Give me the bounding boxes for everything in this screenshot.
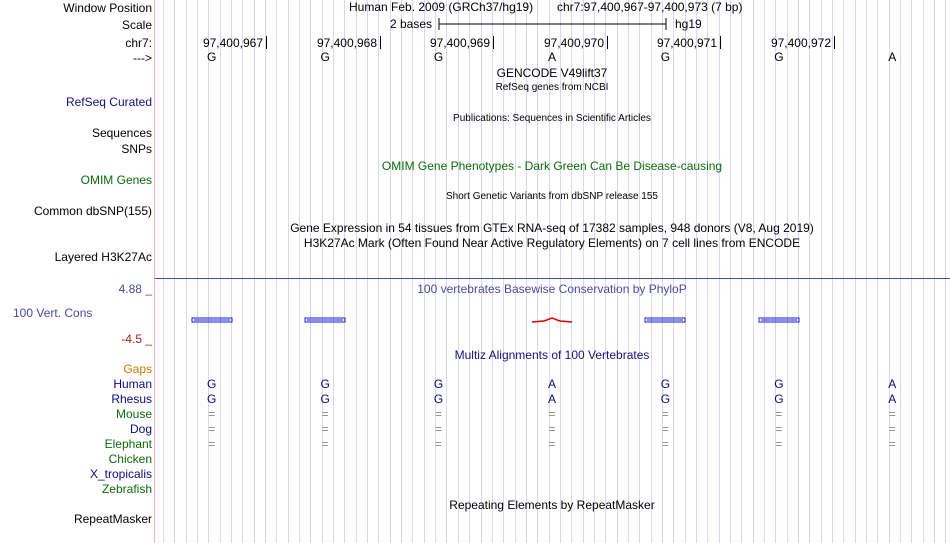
gridline: [719, 0, 720, 543]
refseq-track-label[interactable]: RefSeq Curated: [65, 95, 152, 109]
alignment-base: =: [888, 407, 896, 421]
alignment-base: A: [888, 377, 897, 391]
alignment-base: G: [660, 377, 671, 391]
cons-axis-bottom: -4.5 _: [121, 332, 152, 346]
gridline: [923, 0, 924, 543]
coordinate-tick: [380, 36, 381, 49]
alignment-base: G: [774, 392, 784, 406]
species-label[interactable]: Mouse: [115, 407, 152, 421]
gridline: [753, 0, 754, 543]
gridline: [707, 0, 708, 543]
alignment-base: A: [547, 392, 557, 406]
gridline: [424, 0, 425, 543]
coordinate-label: 97,400,967: [202, 36, 263, 50]
chr-label: chr7:: [125, 36, 152, 50]
multiz-track-desc: Multiz Alignments of 100 Vertebrates: [454, 348, 650, 362]
gridline: [435, 0, 436, 543]
dbsnp-track-desc: Short Genetic Variants from dbSNP release 155: [446, 191, 658, 202]
gridline: [401, 0, 402, 543]
refseq-track-desc: RefSeq genes from NCBI: [495, 82, 609, 93]
gridline: [458, 0, 459, 543]
gridline: [174, 0, 175, 543]
gridline: [730, 0, 731, 543]
gridline: [934, 0, 935, 543]
alignment-base: G: [433, 377, 444, 391]
gridline: [764, 0, 765, 543]
phylop-positive-mark: [643, 316, 687, 324]
alignment-base: =: [321, 437, 329, 451]
alignment-base: G: [320, 377, 330, 391]
alignment-base: G: [320, 392, 330, 406]
gridline: [186, 0, 187, 543]
gridline: [889, 0, 890, 543]
window-position-label: Window Position: [63, 1, 152, 15]
alignment-base: =: [435, 422, 443, 436]
alignment-base: =: [661, 407, 669, 421]
alignment-base: =: [661, 437, 669, 451]
alignment-base: G: [433, 392, 444, 406]
sequences-track-label[interactable]: Sequences: [91, 126, 152, 140]
alignment-base: =: [548, 422, 556, 436]
position-title: chr7:97,400,967-97,400,973 (7 bp): [557, 0, 743, 14]
snps-track-label[interactable]: SNPs: [121, 142, 152, 156]
alignment-base: A: [888, 392, 897, 406]
coordinate-label: 97,400,970: [543, 36, 604, 50]
gridline: [310, 0, 311, 543]
gridline: [390, 0, 391, 543]
gridline: [220, 0, 221, 543]
gridline: [469, 0, 470, 543]
gridline: [809, 0, 810, 543]
coordinate-label: 97,400,969: [429, 36, 490, 50]
gridline: [877, 0, 878, 543]
gridline: [651, 0, 652, 543]
gridline: [356, 0, 357, 543]
publications-track-desc: Publications: Sequences in Scientific Articles: [453, 113, 651, 124]
alignment-base: =: [548, 437, 556, 451]
base-letter: A: [888, 50, 897, 64]
gridline: [412, 0, 413, 543]
alignment-base: G: [660, 392, 671, 406]
gridline: [446, 0, 447, 543]
gridline: [673, 0, 674, 543]
phylop-positive-mark: [190, 316, 234, 324]
dbsnp-track-label[interactable]: Common dbSNP(155): [33, 204, 152, 218]
species-label[interactable]: Elephant: [104, 437, 152, 451]
gridline: [344, 0, 345, 543]
gridline: [617, 0, 618, 543]
gridline: [855, 0, 856, 543]
h3k27ac-track-desc: H3K27Ac Mark (Often Found Near Active Regulatory Elements) on 7 cell lines from ENCODE: [303, 236, 801, 250]
base-letter: A: [547, 50, 557, 64]
coordinate-tick: [607, 36, 608, 49]
gridline: [866, 0, 867, 543]
coordinate-label: 97,400,968: [316, 36, 377, 50]
gridline: [900, 0, 901, 543]
h3k27ac-track-label[interactable]: Layered H3K27Ac: [54, 250, 152, 264]
alignment-base: =: [321, 407, 329, 421]
coordinate-tick: [720, 36, 721, 49]
gencode-track-title[interactable]: GENCODE V49lift37: [496, 66, 608, 80]
scale-bar: [438, 17, 668, 31]
alignment-base: =: [435, 407, 443, 421]
gridline: [832, 0, 833, 543]
gtex-track-desc: Gene Expression in 54 tissues from GTEx RNA-seq of 17382 samples, 948 donors (V8, Aug 2019): [290, 221, 814, 235]
gridline: [741, 0, 742, 543]
cons-track-top-border: [155, 278, 950, 279]
repeatmasker-track-desc: Repeating Elements by RepeatMasker: [449, 498, 655, 512]
gridline: [492, 0, 493, 543]
omim-track-desc: OMIM Gene Phenotypes - Dark Green Can Be Disease-causing: [381, 159, 723, 173]
alignment-base: =: [775, 422, 783, 436]
assembly-title: Human Feb. 2009 (GRCh37/hg19): [349, 0, 534, 14]
gridline: [254, 0, 255, 543]
label-divider: [154, 0, 155, 543]
alignment-base: =: [321, 422, 329, 436]
alignment-base: =: [208, 437, 216, 451]
omim-track-label[interactable]: OMIM Genes: [80, 173, 152, 187]
gridline: [288, 0, 289, 543]
species-label[interactable]: X_tropicalis: [89, 467, 152, 481]
alignment-base: =: [435, 437, 443, 451]
gridline: [639, 0, 640, 543]
alignment-base: G: [207, 377, 217, 391]
scale-label: Scale: [121, 18, 152, 32]
alignment-base: =: [548, 407, 556, 421]
species-label[interactable]: Human: [113, 377, 152, 391]
species-label[interactable]: Chicken: [108, 452, 152, 466]
gridline: [628, 0, 629, 543]
vert-cons-track-label[interactable]: 100 Vert. Cons: [13, 306, 93, 320]
gridline: [945, 0, 946, 543]
coordinate-label: 97,400,971: [656, 36, 717, 50]
scale-db: hg19: [675, 17, 702, 31]
repeatmasker-track-label[interactable]: RepeatMasker: [73, 512, 152, 526]
species-label[interactable]: Zebrafish: [101, 482, 152, 496]
gridline: [367, 0, 368, 543]
gridline: [299, 0, 300, 543]
coordinate-label: 97,400,972: [770, 36, 831, 50]
gridline: [696, 0, 697, 543]
alignment-base: =: [775, 437, 783, 451]
coordinate-tick: [834, 36, 835, 49]
gridline: [481, 0, 482, 543]
base-letter: G: [774, 50, 784, 64]
gridline: [685, 0, 686, 543]
alignment-base: =: [888, 437, 896, 451]
base-letter: G: [660, 50, 671, 64]
gridline: [843, 0, 844, 543]
scale-text: 2 bases: [390, 17, 433, 31]
gaps-track-label[interactable]: Gaps: [123, 362, 152, 376]
alignment-base: =: [888, 422, 896, 436]
gridline: [798, 0, 799, 543]
gridline: [197, 0, 198, 543]
alignment-base: =: [661, 422, 669, 436]
gridline: [276, 0, 277, 543]
coordinate-tick: [493, 36, 494, 49]
base-letter: G: [207, 50, 217, 64]
alignment-base: =: [775, 407, 783, 421]
species-label[interactable]: Rhesus: [111, 392, 152, 406]
gridline: [787, 0, 788, 543]
alignment-base: =: [208, 422, 216, 436]
gridline: [662, 0, 663, 543]
gridline: [821, 0, 822, 543]
phylop-positive-mark: [303, 316, 347, 324]
gridline: [208, 0, 209, 543]
base-letter: G: [320, 50, 330, 64]
gridline: [378, 0, 379, 543]
cons-axis-top: 4.88 _: [118, 282, 152, 296]
gridline: [775, 0, 776, 543]
phylop-track-desc: 100 vertebrates Basewise Conservation by PhyloP: [417, 282, 687, 296]
gridline: [242, 0, 243, 543]
alignment-base: G: [774, 377, 784, 391]
alignment-base: =: [208, 407, 216, 421]
gridline: [265, 0, 266, 543]
species-label[interactable]: Dog: [129, 422, 152, 436]
gridline: [911, 0, 912, 543]
gridline: [163, 0, 164, 543]
strand-arrow-label[interactable]: --->: [133, 51, 152, 65]
gridline: [231, 0, 232, 543]
gridline: [322, 0, 323, 543]
phylop-positive-mark: [757, 316, 801, 324]
gridline: [333, 0, 334, 543]
base-letter: G: [433, 50, 444, 64]
alignment-base: A: [547, 377, 557, 391]
coordinate-tick: [266, 36, 267, 49]
alignment-base: G: [207, 392, 217, 406]
phylop-negative-mark: [530, 316, 574, 324]
